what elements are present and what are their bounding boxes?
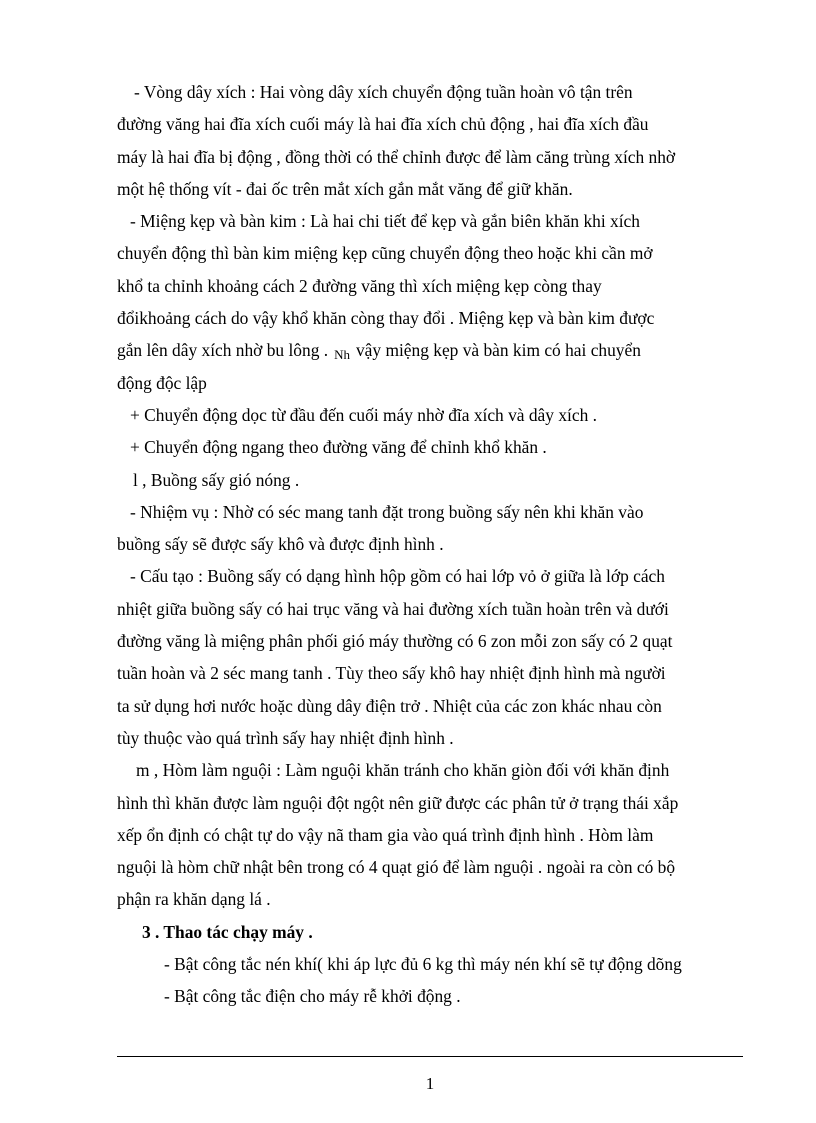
- text-line: một hệ thống vít - đai ốc trên mắt xích gắn mắt văng để giữ khăn.: [117, 178, 573, 199]
- text-segment: vậy miệng kẹp và bàn kim có hai chuyển: [355, 340, 641, 361]
- text-line: xếp ổn định có chật tự do vậy nã tham gia vào quá trình định hình . Hòm làm: [117, 824, 654, 845]
- footer-divider: [117, 1056, 743, 1057]
- text-line: - Nhiệm vụ : Nhờ có séc mang tanh đặt trong buồng sấy nên khi khăn vào: [130, 501, 644, 522]
- text-line: máy là hai đĩa bị động , đồng thời có thể chỉnh được để làm căng trùng xích nhờ: [117, 146, 676, 167]
- list-item: - Bật công tắc nén khí( khi áp lực đủ 6 kg thì máy nén khí sẽ tự động dõng: [164, 954, 682, 975]
- text-line: nguội là hòm chữ nhật bên trong có 4 quạt gió để làm nguội . ngoài ra còn có bộ: [117, 857, 676, 878]
- text-line: tuần hoàn và 2 séc mang tanh . Tùy theo sấy khô hay nhiệt định hình mà người: [117, 663, 666, 684]
- text-line: khổ ta chỉnh khoảng cách 2 đường văng thì xích miệng kẹp còng thay: [117, 275, 602, 296]
- section-line: m , Hòm làm nguội : Làm nguội khăn tránh cho khăn giòn đối với khăn định: [136, 760, 670, 781]
- text-segment: gắn lên dây xích nhờ bu lông .: [117, 340, 329, 361]
- text-line: động độc lập: [117, 372, 207, 393]
- text-line: + Chuyển động dọc từ đầu đến cuối máy nhờ đĩa xích và dây xích .: [130, 404, 597, 425]
- text-line: chuyển động thì bàn kim miệng kẹp cũng chuyển động theo hoặc khi cần mở: [117, 243, 653, 264]
- text-line: đường văng hai đĩa xích cuối máy là hai đĩa xích chủ động , hai đĩa xích đầu: [117, 114, 649, 135]
- text-line: nhiệt giữa buồng sấy có hai trục văng và hai đường xích tuần hoàn trên và dưới: [117, 598, 669, 619]
- text-line: tùy thuộc vào quá trình sấy hay nhiệt định hình .: [117, 727, 454, 748]
- list-item: - Bật công tắc điện cho máy rễ khởi động .: [164, 986, 461, 1007]
- section-heading: 3 . Thao tác chạy máy .: [142, 921, 313, 942]
- text-line: - Miệng kẹp và bàn kim : Là hai chi tiết để kẹp và gắn biên khăn khi xích: [130, 211, 640, 232]
- text-line-with-fragment: [117, 334, 747, 366]
- text-line: buồng sấy sẽ được sấy khô và được định hình .: [117, 534, 444, 555]
- page-number: 1: [425, 1074, 435, 1093]
- text-line: - Cấu tạo : Buồng sấy có dạng hình hộp gồm có hai lớp vỏ ở giữa là lớp cách: [130, 566, 665, 587]
- text-line: hình thì khăn được làm nguội đột ngột nên giữ được các phân tử ở trạng thái xắp: [117, 792, 679, 813]
- text-line: đường văng là miệng phân phối gió máy thường có 6 zon mỗi zon sấy có 2 quạt: [117, 631, 673, 652]
- text-line: ta sử dụng hơi nước hoặc dùng dây điện trở . Nhiệt của các zon khác nhau còn: [117, 695, 662, 716]
- inline-fragment: Nh: [334, 347, 350, 363]
- text-line: phận ra khăn dạng lá .: [117, 889, 271, 910]
- text-line: - Vòng dây xích : Hai vòng dây xích chuyển động tuần hoàn vô tận trên: [134, 82, 633, 102]
- text-line: đổikhoảng cách do vậy khổ khăn còng thay đổi . Miệng kẹp và bàn kim được: [117, 308, 655, 329]
- section-line: l , Buồng sấy gió nóng .: [133, 469, 300, 490]
- text-line: + Chuyển động ngang theo đường văng để chỉnh khổ khăn .: [130, 437, 547, 458]
- document-body: [117, 76, 747, 1013]
